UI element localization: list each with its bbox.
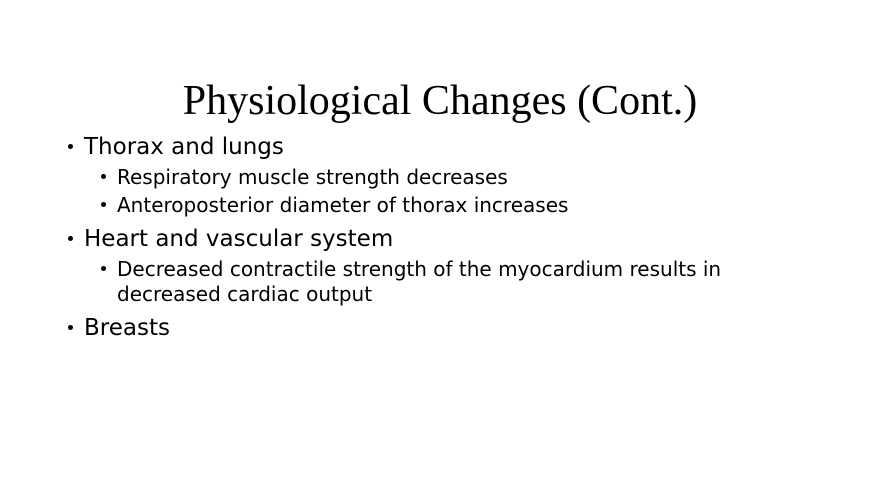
slide-title: Physiological Changes (Cont.) [182,78,698,125]
bullet-text: Thorax and lungs [84,134,284,160]
bullet-item [101,257,823,307]
bullet-item [68,225,823,254]
bullet-text: Heart and vascular system [84,226,394,252]
bullet-text: Respiratory muscle strength decreases [117,165,508,189]
slide-body [68,133,823,343]
bullet-icon [68,144,73,149]
bullet-icon [68,236,73,241]
bullet-icon [68,325,73,330]
bullet-icon [101,174,106,179]
bullet-icon [101,202,106,207]
bullet-item [68,133,823,162]
bullet-item [68,314,823,343]
bullet-item [101,193,823,218]
bullet-icon [101,266,106,271]
bullet-text: Breasts [84,315,170,341]
bullet-text: Anteroposterior diameter of thorax increases [117,193,569,217]
bullet-text: Decreased contractile strength of the myocardium results in decreased cardiac output [117,257,722,306]
bullet-item [101,165,823,190]
